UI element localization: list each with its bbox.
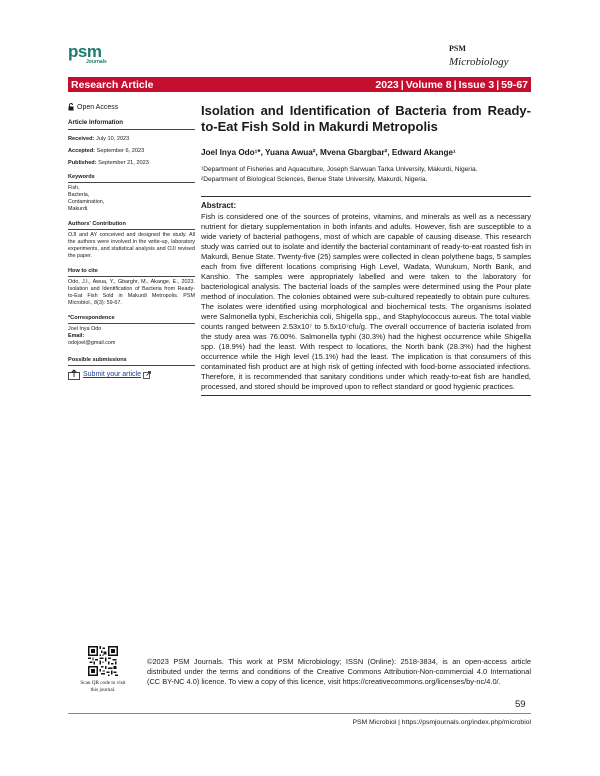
abstract-text: Fish is considered one of the sources of proteins, vitamins, and minerals as well as a necessary nutrient for dietary supplementation in both infants and adults. However, fish are susceptible to a wide variety of bacterial pathogens, most of which are capable of causing disease. This research study was carried out to isolate and identify the bacterial contaminant of ready-to-eat roasted fish in Makurdi, Benue State. Twenty-five (25) samples were collected in clean polythene bags, 5 samples each from five different locations comprising High Level, Wadata, Wurukum, North Bank, and Kanshio. The samples were appropriately labelled and were taken to the laboratory for bacteriological analysis. The bacterial loads of the samples were determined using the Pour plate method of inoculation. The colonies obtained were sub-cultured repeatedly to obtain pure cultures. The isolates were identified using morphological and biochemical tests. The organisms isolated were Salmonella typhi, Escherichia coli, Shigella spp., and Staphylococcus aureus. The total viable counts ranged between 2.53x10⁷ to 5.5x10⁷cfu/g. The overall occurrence of bacteria isolated from the study area was 76.00%. Salmonella typhi (30.3%) had the highest occurrence while Shigella spp. (18.9%) had the least. With respect to locations, the North bank (28.3%) had the highest occurrence while the High level (15.1%) had the least. The implication is that consumers of this contaminated fish product are at high risk of getting infected with food-borne associated infections. Therefore, it is recommended that sanitary conditions under which ready-to-eat fish are handled, processed, and stored should be improved upon to reflect standard or good hygienic practices.	[201, 212, 531, 391]
submit-article-label[interactable]: Submit your article	[83, 371, 141, 378]
published-value: September 21, 2023	[98, 160, 149, 166]
issue-meta: 2023 | Volume 8 | Issue 3 | 59-67	[375, 78, 528, 91]
qr-code-image	[88, 646, 118, 676]
accepted-label: Accepted:	[68, 148, 96, 154]
correspondence-name: Joel Inya Odo	[68, 326, 102, 332]
open-access	[68, 103, 195, 111]
submit-article-link[interactable]	[68, 369, 195, 380]
article-banner	[68, 77, 531, 92]
year: 2023	[375, 78, 399, 91]
cite-text: Odo, J.I., Awua, Y., Gbarghr, M., Akange, E., 2023. Isolation and Identification of Bacteria from Ready-to-Eat Fish Sold in Makurdi Metropolis. PSM Microbiol., 8(3): 59-67.	[68, 279, 195, 306]
divider	[68, 323, 195, 324]
divider	[68, 182, 195, 183]
divider	[68, 276, 195, 277]
affiliation-1: ¹Department of Fisheries and Aquaculture, Joseph Sarwuan Tarka University, Makurdi, Nigeria.	[201, 166, 478, 173]
keyword: Fish,	[68, 185, 80, 191]
received-date	[68, 136, 195, 142]
article-title: Isolation and Identification of Bacteria from Ready-to-Eat Fish Sold in Makurdi Metropolis	[201, 103, 531, 134]
keyword: Makurdi.	[68, 206, 89, 212]
affiliations	[201, 165, 531, 184]
received-label: Received:	[68, 136, 95, 142]
divider	[68, 365, 195, 366]
volume: Volume 8	[405, 78, 452, 91]
pages: 59-67	[501, 78, 528, 91]
published-label: Published:	[68, 160, 97, 166]
email-label: Email:	[68, 333, 85, 339]
qr-caption: Scan QR code to visit this journal.	[80, 680, 126, 693]
article-authors: Joel Inya Odo¹*, Yuana Awua², Mvena Gbargbar², Edward Akange¹	[201, 148, 456, 157]
license-text: ©2023 PSM Journals. This work at PSM Microbiology; ISSN (Online): 2518-3834, is an open-access article distributed under the terms and conditions of the Creative Commons Attribution-Non-commercial 4.0 International (CC BY-NC 4.0) licence. To view a copy of this licence, visit https://creativecommons.org/licenses/by-nc/4.0/.	[147, 657, 531, 686]
footer-divider	[68, 713, 531, 714]
keywords-title: Keywords	[68, 174, 95, 180]
accepted-date	[68, 148, 195, 154]
affiliation-2: ²Department of Biological Sciences, Benue State University, Makurdi, Nigeria.	[201, 176, 428, 183]
divider	[201, 395, 531, 396]
upload-icon	[68, 369, 80, 380]
journal-abbreviation: PSM	[449, 44, 466, 53]
journal-logo: psm	[68, 42, 102, 61]
external-link-icon	[143, 371, 151, 379]
page-footer: PSM Microbiol | https://psmjournals.org/index.php/microbiol	[352, 719, 531, 726]
cite-title: How to cite	[68, 268, 98, 274]
received-value: July 10, 2023	[96, 136, 130, 142]
published-date	[68, 160, 195, 166]
article-type: Research Article	[71, 78, 154, 91]
abstract-heading: Abstract:	[201, 201, 237, 210]
article-info-title: Article Information	[68, 119, 195, 130]
journal-logo-sub: Journals	[86, 59, 107, 65]
contribution-title: Authors' Contribution	[68, 221, 126, 227]
page-number: 59	[515, 699, 526, 710]
email-value[interactable]: odojoel@gmail.com	[68, 340, 116, 346]
journal-name: Microbiology	[449, 56, 509, 68]
open-access-label: Open Access	[77, 103, 119, 111]
keywords-list	[68, 185, 195, 213]
open-lock-icon	[68, 103, 75, 111]
submissions-title: Possible submissions	[68, 357, 127, 363]
correspondence-title: *Correspondence	[68, 315, 115, 321]
article-sidebar	[68, 103, 195, 380]
accepted-value: September 6, 2023	[96, 148, 145, 154]
keyword: Contamination,	[68, 199, 105, 205]
abstract-section	[201, 196, 531, 396]
article-main	[201, 103, 531, 396]
issue: Issue 3	[458, 78, 495, 91]
divider	[68, 229, 195, 230]
keyword: Bacteria,	[68, 192, 90, 198]
contribution-text: OJI and AY conceived and designed the study. All the authors were involved in the write-up, laboratory experiments, and statistical analysis and OJI revised the paper.	[68, 232, 195, 259]
